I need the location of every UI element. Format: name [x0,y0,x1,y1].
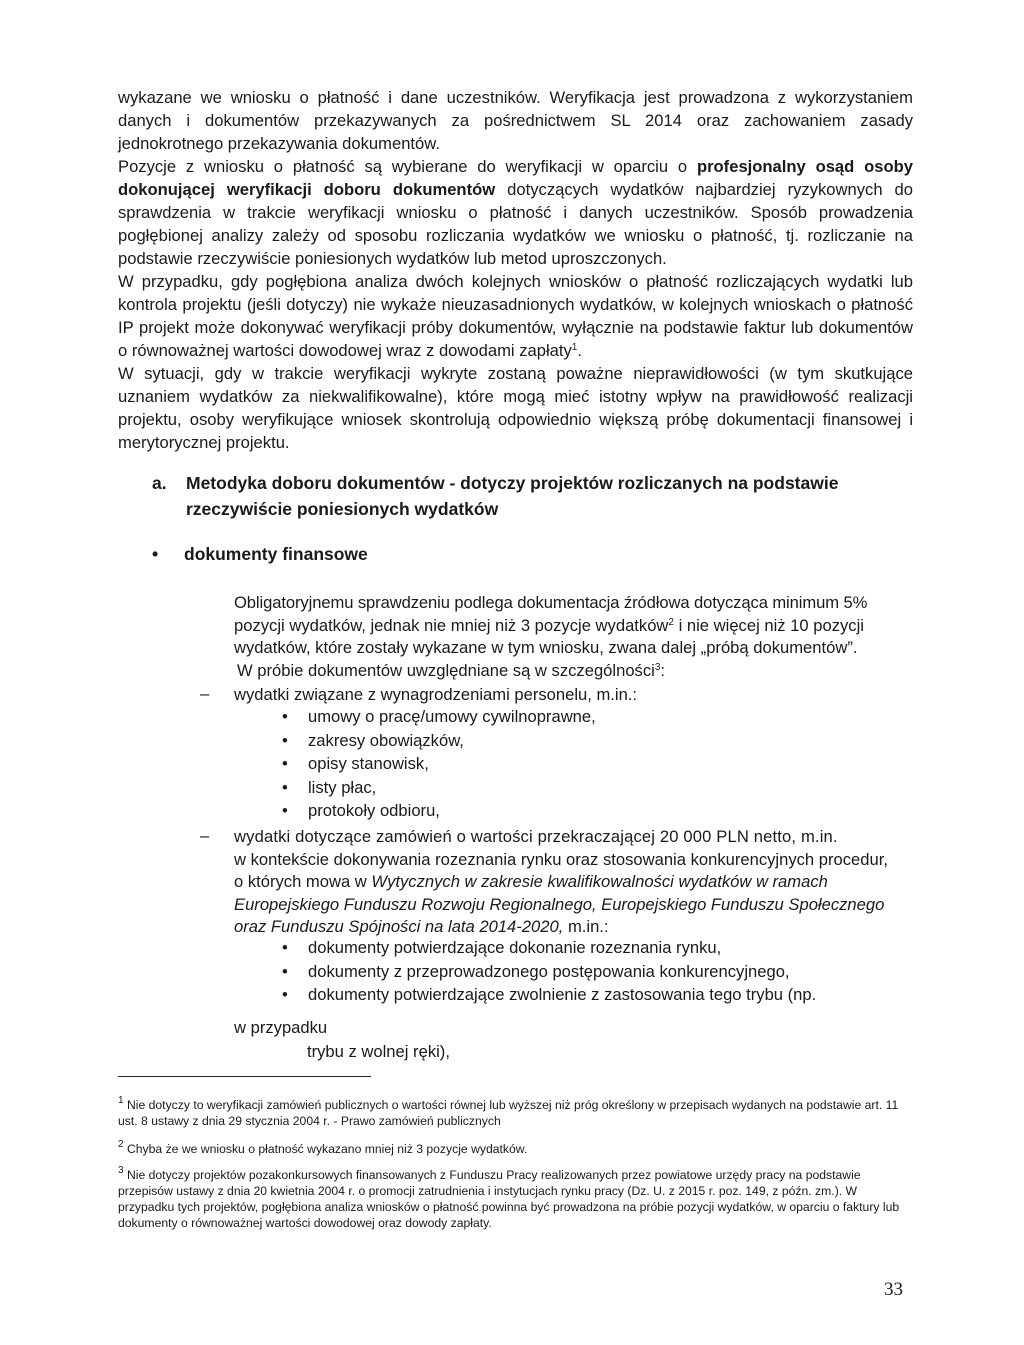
list-item-label: dokumenty potwierdzające dokonanie rozeznania rynku, [308,938,722,957]
list-2-line-2: w kontekście dokonywania rozeznania rynku oraz stosowania konkurencyjnych procedur, [234,849,888,869]
paragraph-4: W sytuacji, gdy w trakcie weryfikacji wykryte zostaną poważne nieprawidłowości (w tym skutkujące uznaniem wydatków za niekwalifikowalne), które mogą mieć istotny wpływ na prawidłowość realizacji projektu, osoby weryfikujące wniosek skontrolują odpowiednio większą próbę dokumentacji finansowej i merytorycznej projektu. [118,364,913,452]
dash-icon: – [200,826,210,845]
sample-line-1: Obligatoryjnemu sprawdzeniu podlega dokumentacja źródłowa dotycząca minimum 5% [234,593,868,612]
sample-line-4-b: : [660,660,666,680]
sample-line-3: wydatków, które zostały wykazane w tym wniosku, zwana dalej „próbą dokumentów”. [234,638,858,657]
footnote-2-number: 2 [118,1139,124,1150]
list-item [282,707,596,727]
bullet-icon: • [282,730,288,750]
footnote-ref-1[interactable]: 1 [571,342,578,353]
list-2-line-5 [234,916,914,939]
footnote-2-text: Chyba że we wniosku o płatność wykazano mniej niż 3 pozycje wydatków. [126,1142,528,1156]
list-item-label: dokumenty z przeprowadzonego postępowania konkurencyjnego, [308,961,790,981]
list-item [282,754,429,774]
list-item [282,801,440,821]
list-item-label: protokoły odbioru, [308,801,440,820]
bullet-icon: • [282,707,288,726]
list-1-title: wydatki związane z wynagrodzeniami personelu, m.in.: [234,685,638,704]
bullet-icon: • [152,544,159,564]
list-2-tail-1: w przypadku [234,1018,328,1037]
sample-line-2 [234,615,914,638]
list-item-label: dokumenty potwierdzające zwolnienie z zastosowania tego trybu (np. [308,985,817,1004]
intro-text [118,86,913,454]
section-heading-a [152,470,914,522]
list-2-line-1: wydatki dotyczące zamówień o wartości przekraczającej 20 000 PLN netto, m.in. [234,827,838,846]
footnote-3 [118,1167,913,1231]
list-2-line-4: Europejskiego Funduszu Rozwoju Regionalnego, Europejskiego Funduszu Społecznego [234,894,885,914]
list-2-line-5-b: m.in.: [563,917,609,936]
bullet-heading [152,544,368,565]
footnote-ref-3[interactable]: 3 [654,661,661,673]
list-item-label: opisy stanowisk, [308,754,429,773]
sample-line-2-b: i nie więcej niż 10 pozycji [673,615,864,635]
paragraph-3-period: . [577,341,582,360]
footnote-3-text: Nie dotyczy projektów pozakonkursowych finansowanych z Funduszu Pracy realizowanych przez powiatowe urzędy pracy na podstawie przepisów ustawy z dnia 20 kwietnia 2004 r. o promocji zatrudnienia i instytucjach rynku pracy (Dz. U. z 2015 r. poz. 149, z późn. zm.). W przypadku tych projektów, pogłębiona analiza wniosków o płatność powinna być prowadzona na próbie pozycji wydatków, w oparciu o faktury lub dokumenty o równoważnej wartości dowodowej oraz dowody zapłaty. [118,1168,900,1230]
section-title-line-1: Metodyka doboru dokumentów - dotyczy projektów rozliczanych na podstawie [186,473,839,493]
footnote-1-number: 1 [118,1095,124,1106]
paragraph-3 [118,270,913,362]
paragraph-2 [118,155,913,270]
section-title-line-2: rzeczywiście poniesionych wydatków [186,499,499,519]
list-2-line-3-a: o których mowa w [234,872,372,891]
list-2-line-5-italic: oraz Funduszu Spójności na lata 2014-2020, [234,917,564,936]
footnote-3-number: 3 [118,1165,124,1176]
bullet-icon: • [282,754,288,773]
paragraph-2-end: dotyczących wydatków najbardziej ryzykownych do sprawdzenia w trakcie weryfikacji wniosku o płatność i danych uczestników. Sposób prowadzenia pogłębionej analizy zależy od sposobu rozliczania wydatków we wniosku o płatność, tj. rozliczanie na podstawie rzeczywiście poniesionych wydatków lub metod uproszczonych. [118,180,914,268]
footnote-2 [118,1141,913,1157]
list-item [282,731,464,751]
list-item [282,778,376,798]
footnote-divider [118,1076,371,1077]
paragraph-1: wykazane we wniosku o płatność i dane uczestników. Weryfikacja jest prowadzona z wykorzystaniem danych i dokumentów przekazywanych za pośrednictwem SL 2014 oraz zachowaniem zasady jednokrotnego przekazywania dokumentów. [118,88,913,153]
list-item [282,985,912,1005]
list-2-tail-2: trybu z wolnej ręki), [307,1042,450,1061]
bullet-icon: • [282,985,288,1004]
sample-line-4 [234,660,914,683]
page-number: 33 [884,1279,903,1300]
list-item [282,962,790,982]
list-item-label: listy płac, [308,777,377,797]
bullet-icon: • [282,801,288,820]
sample-line-2-a: pozycji wydatków, jednak nie mniej niż 3 pozycje wydatków [234,615,669,635]
paragraph-3-text: W przypadku, gdy pogłębiona analiza dwóch kolejnych wniosków o płatność rozliczających wydatki lub kontrola projektu (jeśli dotyczy) nie wykaże nieuzasadnionych wydatków, w kolejnych wnioskach o płatność IP projekt może dokonywać weryfikacji próby dokumentów, wyłącznie na podstawie faktur lub dokumentów o równoważnej wartości dowodowej wraz z dowodami zapłaty [118,272,913,360]
footnote-1 [118,1097,913,1129]
list-2-line-3-italic: Wytycznych w zakresie kwalifikowalności wydatków w ramach [371,872,828,891]
bullet-heading-label: dokumenty finansowe [184,544,368,564]
bullet-icon: • [282,938,288,957]
footnote-1-text: Nie dotyczy to weryfikacji zamówień publicznych o wartości równej lub wyższej niż próg określony w przepisach wydanych na podstawie art. 11 ust. 8 ustawy z dnia 29 stycznia 2004 r. - Prawo zamówień publicznych [118,1098,899,1128]
dash-icon: – [200,684,210,703]
list-item-label: umowy o pracę/umowy cywilnoprawne, [308,707,596,726]
list-2-line-3 [234,871,914,894]
sample-description [234,592,914,682]
paragraph-2-start: Pozycje z wniosku o płatność są wybierane do weryfikacji w oparciu o [118,157,697,176]
footnote-ref-2[interactable]: 2 [668,616,674,628]
bullet-icon: • [282,777,288,797]
paragraph-2-bold: profesjonalny osąd osoby dokonującej weryfikacji doboru dokumentów [118,157,913,199]
sample-line-4-a: W próbie dokumentów uwzględniane są w szczególności [237,660,655,680]
section-letter: a. [152,473,167,493]
list-item [282,938,721,958]
list-2-text [234,826,914,939]
list-item-label: zakresy obowiązków, [308,730,464,750]
bullet-icon: • [282,961,288,981]
